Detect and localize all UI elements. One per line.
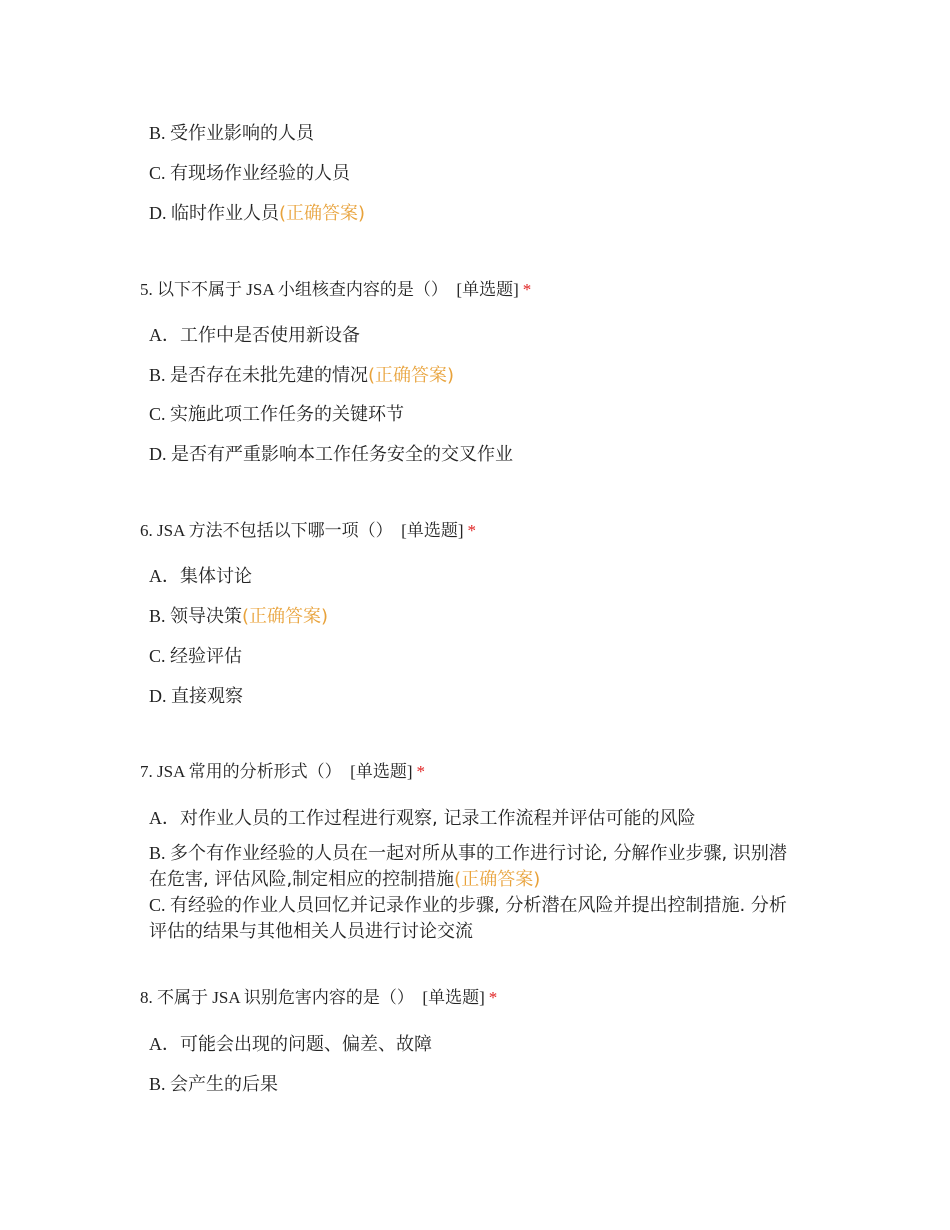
required-marker: *	[488, 988, 498, 1007]
option-text: 受作业影响的人员	[170, 123, 315, 144]
question-title	[140, 987, 497, 1009]
option-letter: C.	[149, 895, 171, 915]
q6-option-c	[149, 643, 799, 670]
option-letter: A．	[149, 1034, 180, 1054]
q8-option-b	[149, 1071, 799, 1098]
question-type: [单选题]	[422, 988, 485, 1007]
q7-option-a	[149, 805, 799, 832]
option-text: 直接观察	[171, 686, 243, 707]
option-text: 有现场作业经验的人员	[170, 163, 351, 184]
q5-option-d	[149, 441, 799, 468]
option-text: 临时作业人员	[171, 203, 279, 224]
option-text: 多个有作业经验的人员在一起对所从事的工作进行讨论, 分解作业步骤, 识别潜在危害, 评估风险,制定相应的控制措施	[149, 843, 787, 890]
required-marker: *	[467, 521, 476, 540]
correct-answer-marker: (正确答案)	[279, 203, 366, 224]
correct-answer-marker: (正确答案)	[368, 365, 455, 386]
option-text: 可能会出现的问题、偏差、故障	[180, 1034, 432, 1055]
question-title	[140, 520, 476, 542]
question-text: JSA 方法不包括以下哪一项（）	[157, 521, 393, 540]
q4-option-d	[149, 200, 799, 227]
option-letter: D.	[149, 444, 171, 464]
option-letter: C.	[149, 646, 171, 666]
option-text: 集体讨论	[180, 566, 252, 587]
correct-answer-marker: (正确答案)	[242, 606, 329, 627]
option-letter: B.	[149, 843, 171, 863]
option-letter: A．	[149, 808, 180, 828]
q6-option-b	[149, 603, 799, 630]
option-letter: B.	[149, 606, 171, 626]
option-text: 实施此项工作任务的关键环节	[170, 404, 405, 425]
option-letter: D.	[149, 203, 171, 223]
question-number: 8.	[140, 988, 157, 1007]
question-number: 6.	[140, 521, 157, 540]
required-marker: *	[416, 762, 425, 781]
option-letter: C.	[149, 163, 171, 183]
question-text: JSA 常用的分析形式（）	[157, 762, 342, 781]
question-type: [单选题]	[350, 762, 413, 781]
q6-option-d	[149, 683, 799, 710]
q4-option-c	[149, 160, 799, 187]
option-text: 是否有严重影响本工作任务安全的交叉作业	[171, 444, 513, 465]
question-title	[140, 279, 531, 301]
q5-option-a	[149, 322, 799, 349]
q7-option-b	[149, 840, 799, 893]
option-letter: C.	[149, 404, 171, 424]
q7-option-c	[149, 892, 799, 945]
q6-option-a	[149, 563, 799, 590]
option-text: 工作中是否使用新设备	[180, 325, 360, 346]
option-letter: A．	[149, 325, 180, 345]
question-text: 以下不属于 JSA 小组核查内容的是（）	[157, 280, 448, 299]
option-text: 会产生的后果	[170, 1074, 279, 1095]
option-text: 经验评估	[170, 646, 243, 667]
option-text: 对作业人员的工作过程进行观察, 记录工作流程并评估可能的风险	[180, 808, 696, 829]
correct-answer-marker: (正确答案)	[454, 869, 541, 890]
q4-option-b	[149, 120, 799, 147]
q5-option-c	[149, 401, 799, 428]
question-number: 5.	[140, 280, 157, 299]
q8-option-a	[149, 1031, 799, 1058]
required-marker: *	[522, 280, 532, 299]
q5-option-b	[149, 362, 799, 389]
question-number: 7.	[140, 762, 157, 781]
option-text: 有经验的作业人员回忆并记录作业的步骤, 分析潜在风险并提出控制措施. 分析评估的结果与其他相关人员进行讨论交流	[149, 895, 787, 942]
option-letter: A．	[149, 566, 180, 586]
option-text: 领导决策	[170, 606, 243, 627]
option-letter: B.	[149, 123, 171, 143]
question-text: 不属于 JSA 识别危害内容的是（）	[157, 988, 414, 1007]
option-letter: B.	[149, 1074, 171, 1094]
question-title	[140, 761, 425, 783]
question-type: [单选题]	[456, 280, 519, 299]
option-letter: B.	[149, 365, 171, 385]
option-letter: D.	[149, 686, 171, 706]
option-text: 是否存在未批先建的情况	[170, 365, 369, 386]
question-type: [单选题]	[401, 521, 464, 540]
